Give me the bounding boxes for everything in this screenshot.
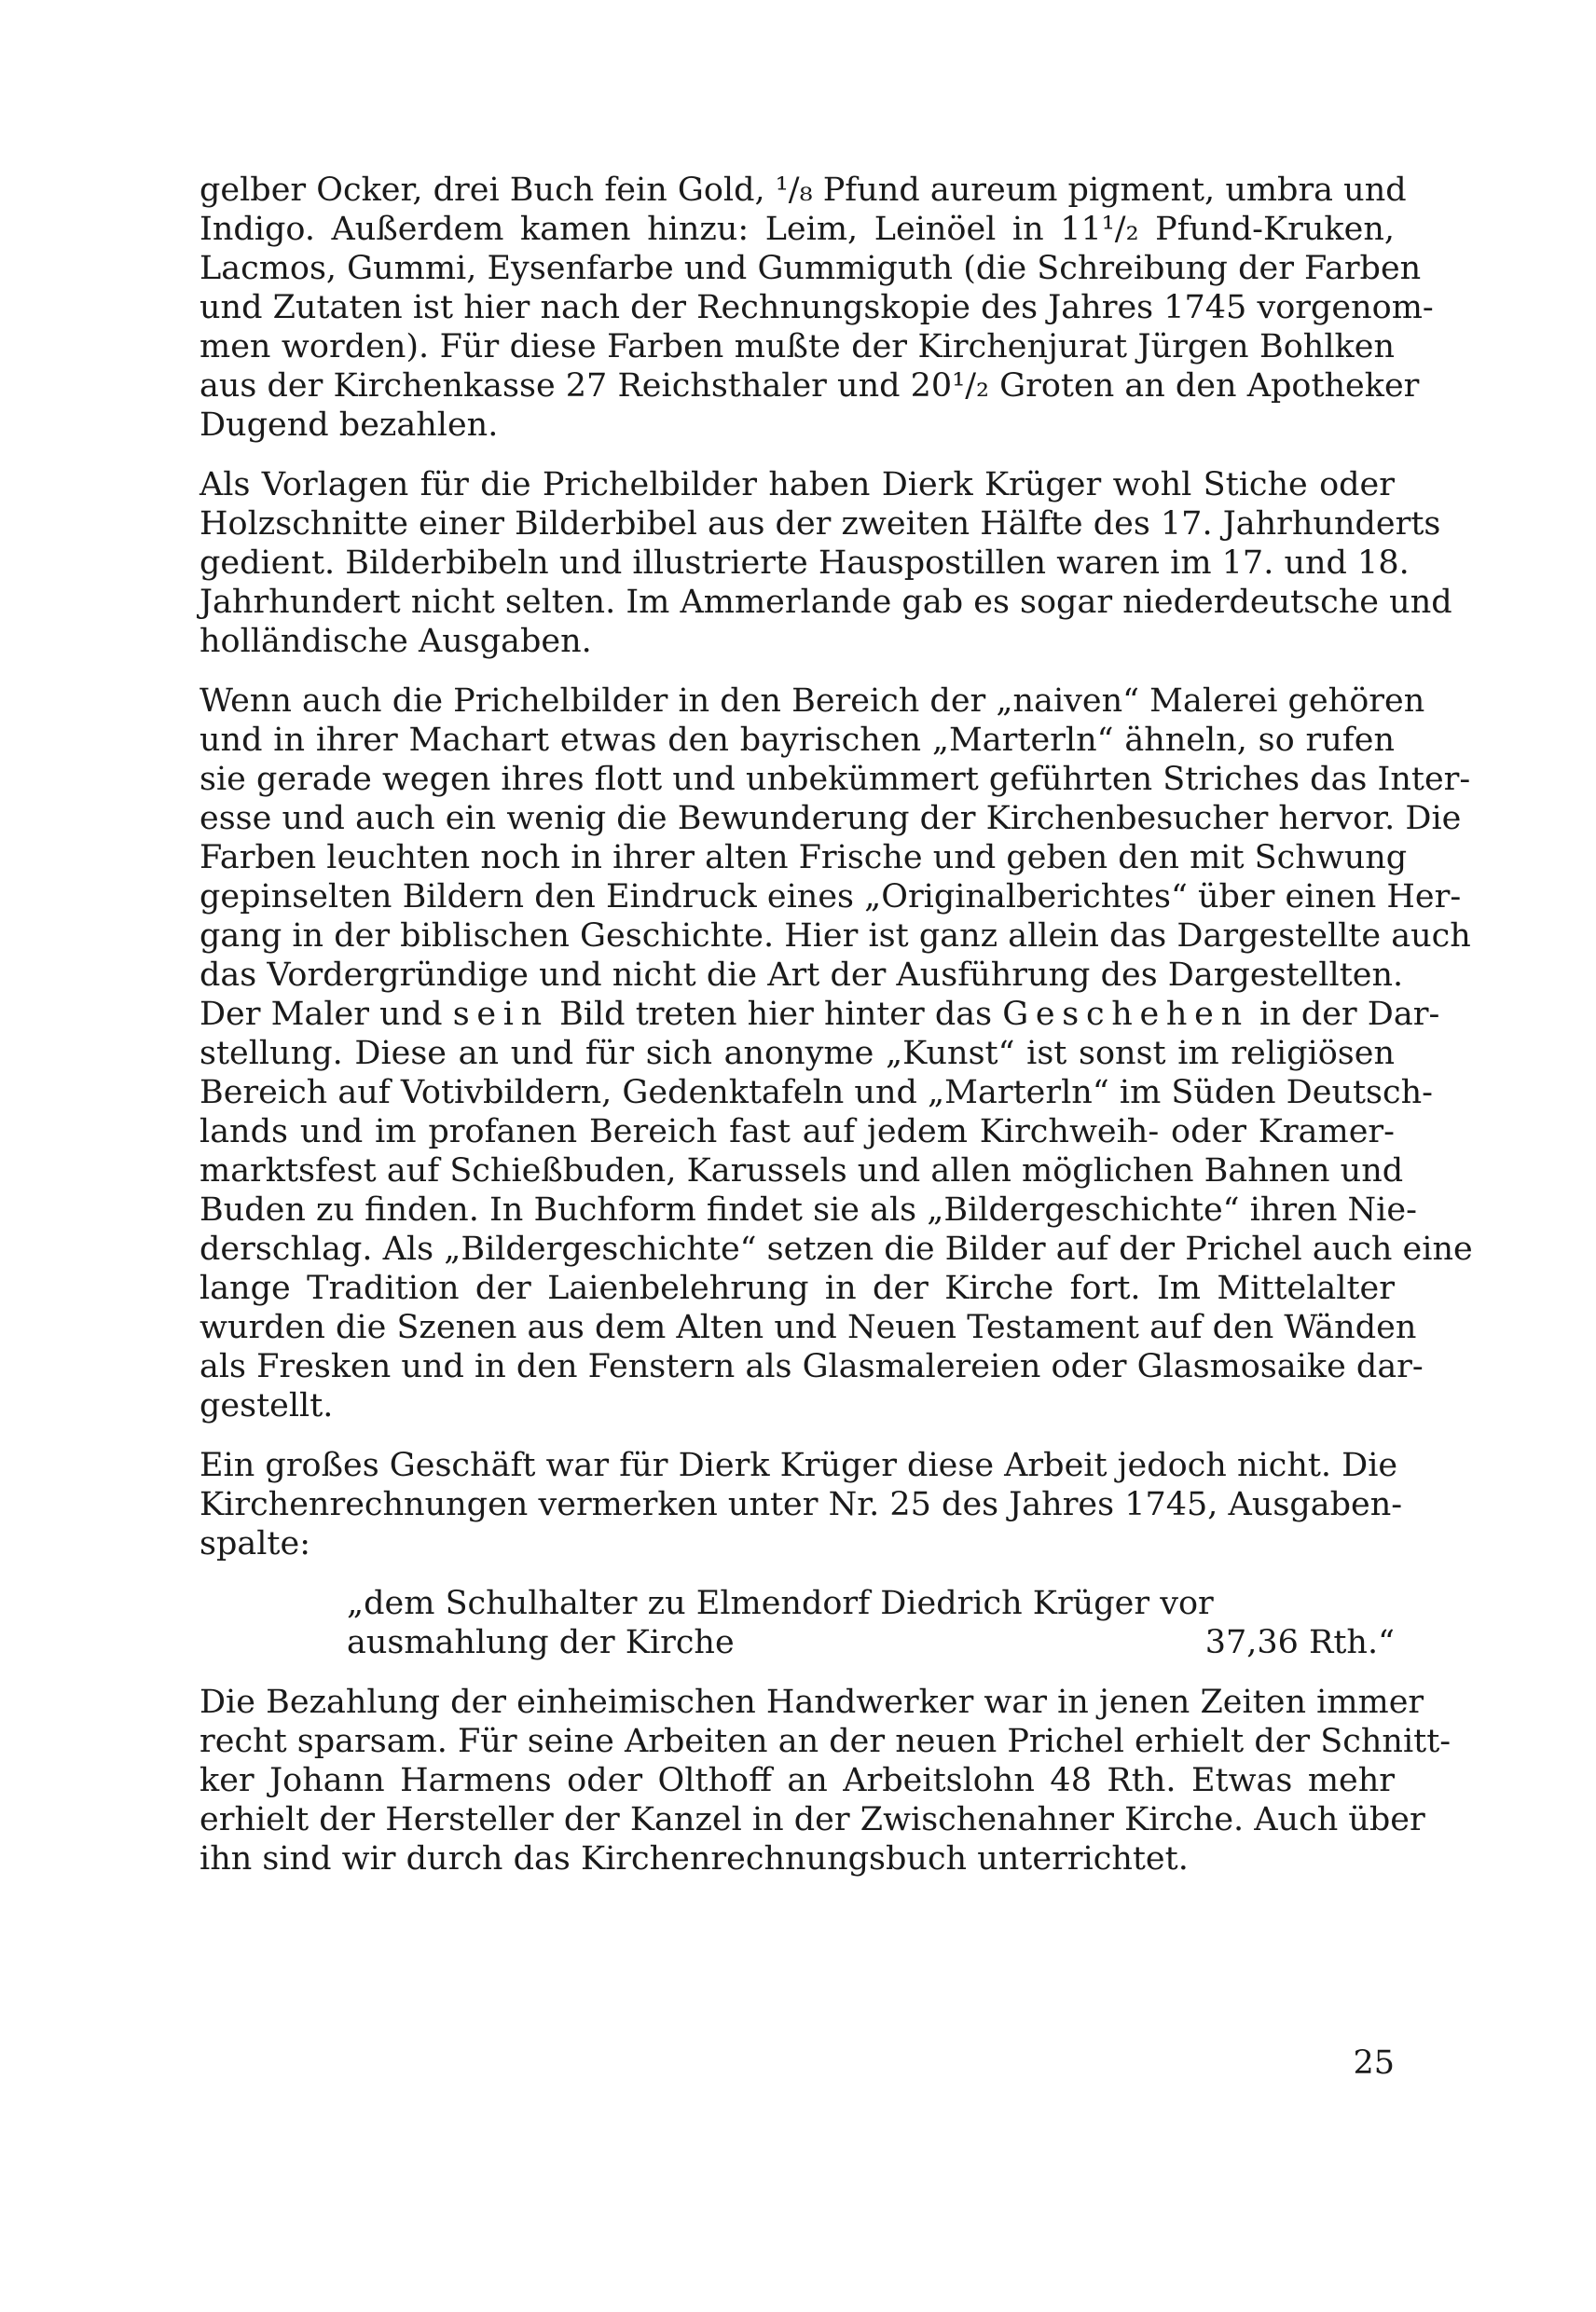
text-line: erhielt der Hersteller der Kanzel in der Zwischenahner Kirche. Auch über (200, 1801, 1425, 1838)
quote-amount: 37,36 Rth.“ (1204, 1624, 1395, 1661)
text-line: gelber Ocker, drei Buch fein Gold, ¹/₈ Pfund aureum pigment, umbra und (200, 172, 1407, 209)
text-line: Als Vorlagen für die Prichelbilder haben Dierk Krüger wohl Stiche oder (200, 466, 1395, 503)
text-line: sie gerade wegen ihres flott und unbekümmert geführten Striches das Inter- (200, 761, 1471, 798)
emphasized-word: sein (452, 996, 549, 1033)
text-line: ker Johann Harmens oder Olthoff an Arbeitslohn 48 Rth. Etwas mehr (200, 1762, 1395, 1799)
text-line: lands und im profanen Bereich fast auf jedem Kirchweih- oder Kramer- (200, 1113, 1395, 1150)
text-line: lange Tradition der Laienbelehrung in der Kirche fort. Im Mittelalter (200, 1270, 1395, 1307)
emphasized-word: Geschehen (1002, 996, 1249, 1033)
text-line: ihn sind wir durch das Kirchenrechnungsbuch unterrichtet. (200, 1840, 1189, 1878)
text-line: und Zutaten ist hier nach der Rechnungskopie des Jahres 1745 vorgenom- (200, 289, 1434, 326)
text-line: Die Bezahlung der einheimischen Handwerker war in jenen Zeiten immer (200, 1684, 1424, 1721)
text-line: Ein großes Geschäft war für Dierk Krüger diese Arbeit jedoch nicht. Die (200, 1447, 1398, 1484)
text-line: Holzschnitte einer Bilderbibel aus der zweiten Hälfte des 17. Jahrhunderts (200, 505, 1441, 543)
text-fragment: Der Maler und (200, 996, 453, 1033)
paragraph-3 (200, 681, 1473, 1425)
text-line: Indigo. Außerdem kamen hinzu: Leim, Leinöel in 11¹/₂ Pfund-Kruken, (200, 211, 1395, 248)
paragraph-2 (200, 465, 1452, 661)
text-line: Dugend bezahlen. (200, 406, 499, 444)
text-line: gepinselten Bildern den Eindruck eines „Originalberichtes“ über einen Her- (200, 878, 1462, 915)
text-line: Kirchenrechnungen vermerken unter Nr. 25 des Jahres 1745, Ausgaben- (200, 1486, 1403, 1523)
quoted-ledger-entry (347, 1584, 1395, 1662)
text-line: und in ihrer Machart etwas den bayrischen „Marterln“ ähneln, so rufen (200, 722, 1395, 759)
text-line: Farben leuchten noch in ihrer alten Frische und geben den mit Schwung (200, 839, 1408, 876)
text-line: esse und auch ein wenig die Bewunderung der Kirchenbesucher hervor. Die (200, 800, 1462, 837)
text-line: spalte: (200, 1525, 310, 1562)
text-line: gang in der biblischen Geschichte. Hier ist ganz allein das Dargestellte auch (200, 917, 1471, 955)
quote-item: ausmahlung der Kirche (347, 1624, 735, 1661)
quote-line: „dem Schulhalter zu Elmendorf Diedrich Krüger vor (347, 1585, 1214, 1622)
text-line: Lacmos, Gummi, Eysenfarbe und Gummiguth (die Schreibung der Farben (200, 250, 1422, 287)
text-line: derschlag. Als „Bildergeschichte“ setzen die Bilder auf der Prichel auch eine (200, 1231, 1473, 1268)
text-line: als Fresken und in den Fenstern als Glasmalereien oder Glasmosaike dar- (200, 1348, 1424, 1385)
text-line: aus der Kirchenkasse 27 Reichsthaler und 20¹/₂ Groten an den Apotheker (200, 367, 1420, 405)
page-number: 25 (1353, 2044, 1395, 2082)
text-line: recht sparsam. Für seine Arbeiten an der neuen Prichel erhielt der Schnitt- (200, 1723, 1452, 1760)
text-line: marktsfest auf Schießbuden, Karussels und allen möglichen Bahnen und (200, 1152, 1404, 1190)
text-line: gedient. Bilderbibeln und illustrierte Hauspostillen waren im 17. und 18. (200, 544, 1410, 582)
text-line: Jahrhundert nicht selten. Im Ammerlande gab es sogar niederdeutsche und (200, 584, 1452, 621)
text-line: wurden die Szenen aus dem Alten und Neuen Testament auf den Wänden (200, 1309, 1417, 1346)
text-fragment: in der Dar- (1248, 996, 1440, 1033)
text-line: Bereich auf Votivbildern, Gedenktafeln und „Marterln“ im Süden Deutsch- (200, 1074, 1433, 1111)
text-line: holländische Ausgaben. (200, 623, 592, 660)
paragraph-4 (200, 1446, 1403, 1563)
text-fragment: Bild treten hier hinter das (548, 996, 1003, 1033)
text-line: men worden). Für diese Farben mußte der Kirchenjurat Jürgen Bohlken (200, 328, 1395, 365)
quote-line (347, 1623, 1395, 1662)
text-line: gestellt. (200, 1387, 334, 1424)
text-line: Buden zu finden. In Buchform findet sie als „Bildergeschichte“ ihren Nie- (200, 1191, 1417, 1229)
text-line-spaced (200, 995, 1440, 1034)
paragraph-1 (200, 171, 1434, 445)
body-text (200, 171, 1473, 1899)
paragraph-5 (200, 1683, 1452, 1878)
text-line: stellung. Diese an und für sich anonyme „Kunst“ ist sonst im religiösen (200, 1035, 1395, 1072)
text-line: Wenn auch die Prichelbilder in den Bereich der „naiven“ Malerei gehören (200, 682, 1425, 720)
text-line: das Vordergründige und nicht die Art der Ausführung des Dargestellten. (200, 956, 1404, 994)
